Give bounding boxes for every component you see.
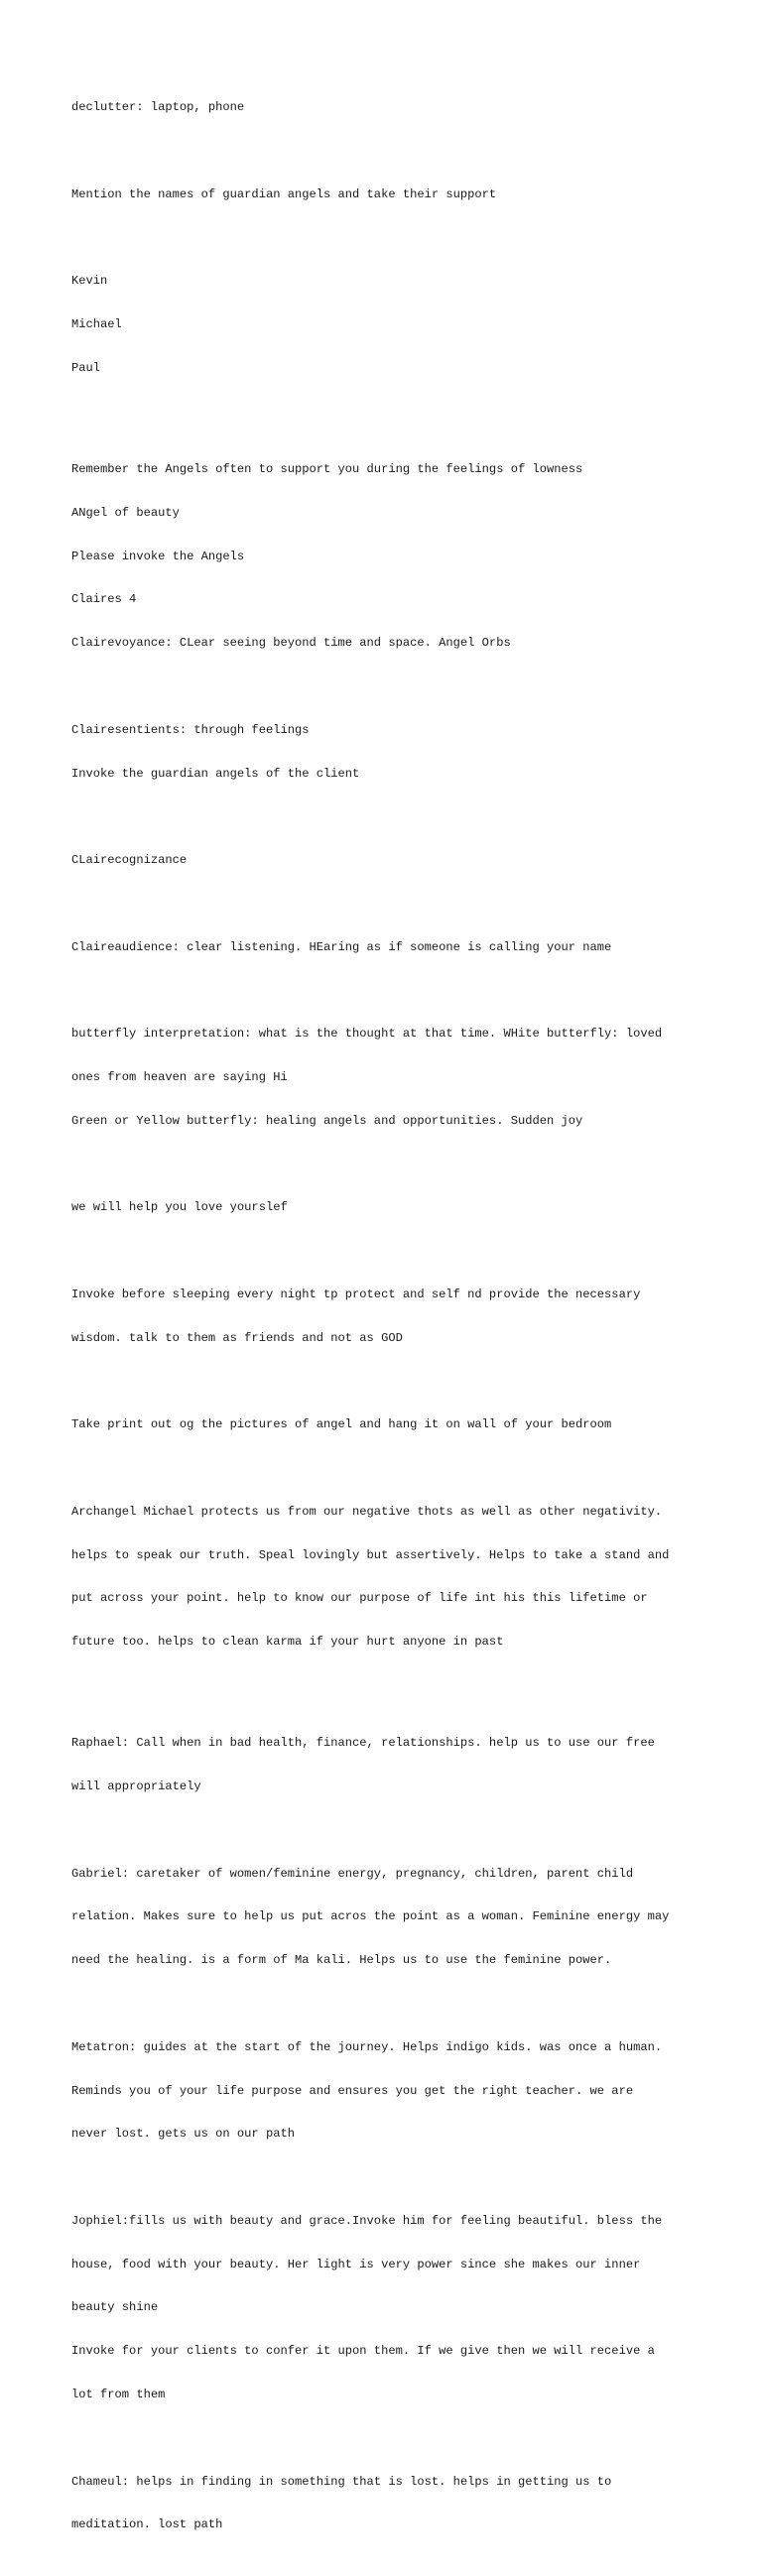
text-line: Kevin <box>71 274 108 289</box>
paragraph-butterfly <box>71 998 706 1158</box>
text-line: wisdom. talk to them as friends and not as GOD <box>71 1330 403 1345</box>
paragraph-declutter <box>71 71 706 144</box>
text-line: Clairevoyance: CLear seeing beyond time and space. Angel Orbs <box>71 636 511 651</box>
text-line: Invoke for your clients to confer it upon them. If we give then we will receive a <box>71 2344 655 2359</box>
text-line: ones from heaven are saying Hi <box>71 1069 288 1084</box>
paragraph-invoke-sleeping <box>71 1259 706 1375</box>
paragraph-jophiel <box>71 2185 706 2431</box>
text-line: future too. helps to clean karma if your hurt anyone in past <box>71 1635 504 1650</box>
text-line: Michael <box>71 317 122 332</box>
paragraph-metatron <box>71 2012 706 2171</box>
paragraph-raphael <box>71 1707 706 1823</box>
text-line: Paul <box>71 360 101 375</box>
text-line: Metatron: guides at the start of the journey. Helps indigo kids. was once a human. <box>71 2039 663 2054</box>
text-line: beauty shine <box>71 2300 159 2315</box>
text-line: Invoke the guardian angels of the client <box>71 766 360 781</box>
text-line: Gabriel: caretaker of women/feminine energy, pregnancy, children, parent child <box>71 1866 634 1881</box>
paragraph-print-pictures <box>71 1389 706 1461</box>
paragraph-angel-names <box>71 245 706 405</box>
text-line: meditation. lost path <box>71 2517 223 2532</box>
text-line: relation. Makes sure to help us put acros the point as a woman. Feminine energy may <box>71 1909 670 1924</box>
text-line: will appropriately <box>71 1779 201 1794</box>
text-line: Archangel Michael protects us from our negative thots as well as other negativity. <box>71 1504 663 1519</box>
text-line: lot from them <box>71 2388 166 2401</box>
text-line: ANgel of beauty <box>71 505 180 520</box>
text-line: Mention the names of guardian angels and take their support <box>71 186 497 201</box>
text-line: Invoke before sleeping every night tp protect and self nd provide the necessary <box>71 1287 641 1301</box>
text-line: Jophiel:fills us with beauty and grace.Invoke him for feeling beautiful. bless the <box>71 2213 663 2228</box>
paragraph-mention-angels <box>71 159 706 231</box>
text-line: Please invoke the Angels <box>71 549 245 563</box>
text-line: Take print out og the pictures of angel and hang it on wall of your bedroom <box>71 1417 612 1432</box>
text-line: Raphael: Call when in bad health, finance, relationships. help us to use our free <box>71 1736 655 1751</box>
paragraph-gabriel <box>71 1837 706 1997</box>
text-line: never lost. gets us on our path <box>71 2127 295 2142</box>
text-line: Claires 4 <box>71 592 137 607</box>
text-line: CLairecognizance <box>71 853 188 868</box>
text-line: Green or Yellow butterfly: healing angels and opportunities. Sudden joy <box>71 1113 583 1128</box>
text-line: Clairesentients: through feelings <box>71 722 310 737</box>
text-line: house, food with your beauty. Her light is very power since she makes our inner <box>71 2257 641 2271</box>
text-line: helps to speak our truth. Speal lovingly but assertively. Helps to take a stand and <box>71 1547 670 1562</box>
text-line: Chameul: helps in finding in something that is lost. helps in getting us to <box>71 2474 612 2489</box>
document-page <box>71 71 706 2576</box>
text-line: need the healing. is a form of Ma kali. Helps us to use the feminine power. <box>71 1953 612 1968</box>
paragraph-archangel-michael <box>71 1476 706 1678</box>
paragraph-chameul <box>71 2445 706 2561</box>
paragraph-remember-angels <box>71 433 706 679</box>
text-line: butterfly interpretation: what is the thought at that time. WHite butterfly: loved <box>71 1027 663 1042</box>
text-line: declutter: laptop, phone <box>71 100 245 115</box>
text-line: we will help you love yourslef <box>71 1200 288 1215</box>
paragraph-love-yourself <box>71 1171 706 1244</box>
text-line: Reminds you of your life purpose and ensures you get the right teacher. we are <box>71 2083 634 2098</box>
paragraph-clairesentients <box>71 694 706 810</box>
paragraph-claireaudience <box>71 911 706 983</box>
text-line: Remember the Angels often to support you during the feelings of lowness <box>71 462 583 477</box>
text-line: put across your point. help to know our purpose of life int his this lifetime or <box>71 1591 648 1606</box>
paragraph-clairecognizance <box>71 824 706 897</box>
text-line: Claireaudience: clear listening. HEaring as if someone is calling your name <box>71 939 612 954</box>
